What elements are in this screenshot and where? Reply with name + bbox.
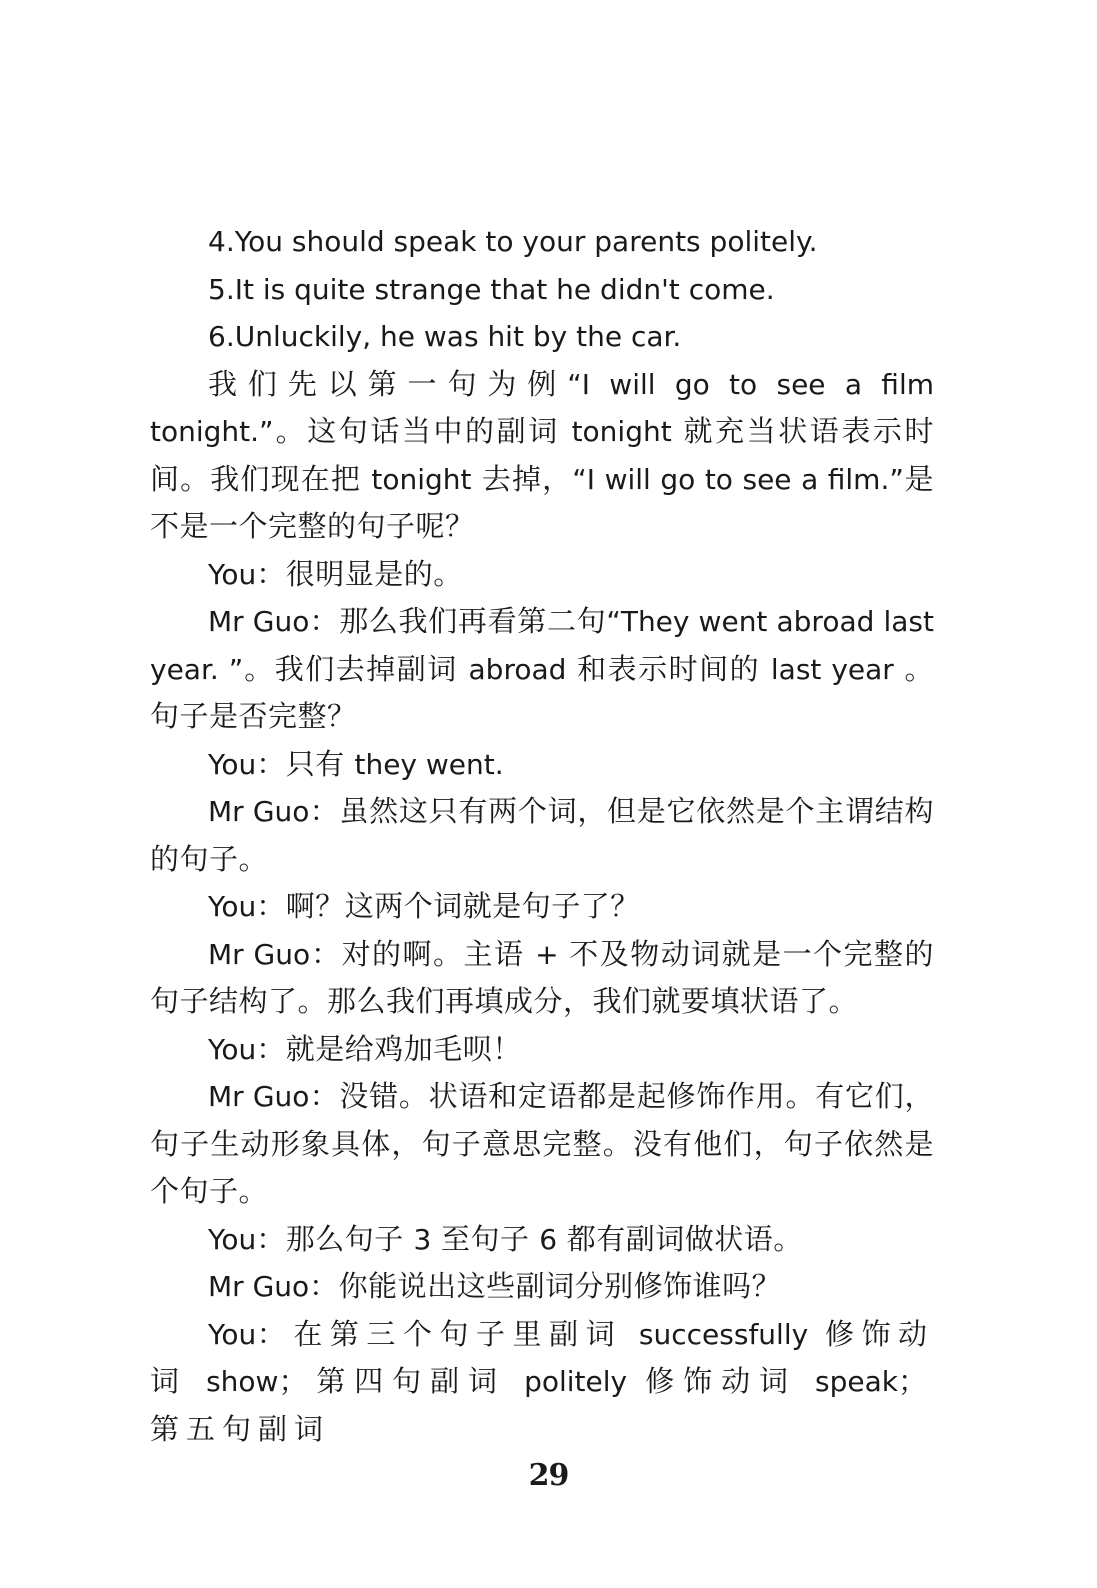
speaker-label: Mr Guo	[208, 1270, 310, 1303]
english-text: tonight	[371, 462, 472, 496]
chinese-text: 和表示时间的	[566, 651, 771, 686]
speaker-label: Mr Guo	[208, 937, 311, 971]
english-text: “They went abroad last year. ”	[150, 605, 934, 686]
dialogue-paragraph	[150, 1026, 934, 1074]
chinese-text: ：只有	[256, 746, 355, 781]
english-text: politely	[524, 1365, 628, 1398]
english-text: last year	[770, 652, 894, 686]
english-text: 4.You should speak to your parents politely.	[208, 225, 818, 258]
page-body	[150, 218, 934, 1453]
english-text: +	[535, 937, 559, 971]
speaker-label: You	[208, 1032, 257, 1066]
chinese-text: 。我们去掉副词	[243, 651, 469, 686]
english-text: show	[206, 1365, 279, 1398]
text-paragraph	[150, 266, 934, 314]
dialogue-paragraph	[150, 551, 934, 599]
chinese-text: ：在第三个句子里副词	[256, 1316, 639, 1351]
english-text: successfully	[638, 1317, 809, 1351]
dialogue-paragraph	[150, 741, 934, 789]
dialogue-paragraph	[150, 1263, 934, 1311]
chinese-text: ：没错。状语和定语都是起修饰作用。有它们，句子生动形象具体，句子意思完整。没有他们，句子依然是个句子。	[150, 1079, 934, 1208]
speaker-label: You	[208, 1317, 257, 1351]
speaker-label: Mr Guo	[208, 605, 310, 638]
dialogue-paragraph	[150, 931, 934, 1026]
chinese-text: 。这句话当中的副词	[273, 414, 572, 448]
text-paragraph	[150, 361, 934, 551]
dialogue-paragraph	[150, 1216, 934, 1264]
text-paragraph	[150, 313, 934, 361]
speaker-label: You	[208, 1222, 257, 1256]
english-text: 5.It is quite strange that he didn't come.	[208, 272, 775, 306]
chinese-text: 去掉，	[471, 461, 573, 496]
dialogue-paragraph	[150, 598, 934, 741]
english-text: tonight	[571, 415, 672, 448]
english-text: abroad	[468, 652, 567, 686]
chinese-text: ；第四句副词	[278, 1364, 525, 1398]
chinese-text: 修饰动词	[150, 1316, 935, 1398]
page-number: 29	[528, 1458, 569, 1493]
chinese-text: ：那么我们再看第二句	[309, 604, 607, 638]
chinese-text: ：很明显是的。	[256, 556, 463, 591]
speaker-label: You	[208, 747, 257, 781]
speaker-label: Mr Guo	[208, 1080, 310, 1113]
chinese-text: 至句子	[431, 1221, 540, 1256]
chinese-text: 修饰动词	[627, 1364, 816, 1398]
english-text: they went.	[354, 747, 504, 781]
chinese-text: ：虽然这只有两个词，但是它依然是个主谓结构的句子。	[150, 794, 934, 876]
chinese-text: ：那么句子	[256, 1221, 414, 1256]
dialogue-paragraph	[150, 1311, 934, 1454]
chinese-text: 我们先以第一句为例	[208, 366, 568, 401]
speaker-label: You	[208, 557, 257, 591]
dialogue-paragraph	[150, 788, 934, 883]
chinese-text: 不及物动词就是一个完整的句子结构了。那么我们再填成分，我们就要填状语了。	[150, 936, 934, 1018]
english-text: 6.Unluckily, he was hit by the car.	[208, 320, 682, 353]
english-text: 6	[539, 1222, 558, 1256]
chinese-text: ：你能说出这些副词分别修饰谁吗？	[309, 1269, 782, 1303]
chinese-text: 是不是一个完整的句子呢？	[150, 461, 935, 543]
chinese-text: 就充当状语表示时间。我们现在把	[150, 414, 935, 496]
chinese-text: 都有副词做状语。	[557, 1221, 803, 1256]
english-text: 3	[413, 1222, 432, 1256]
dialogue-paragraph	[150, 1073, 934, 1216]
english-text: “I will go to see a film.”	[572, 462, 904, 496]
speaker-label: You	[208, 890, 257, 923]
chinese-text: ：啊？这两个词就是句子了？	[256, 889, 640, 923]
chinese-text: 。句子是否完整？	[150, 651, 935, 733]
chinese-text: ：对的啊。主语	[310, 936, 536, 971]
text-paragraph	[150, 218, 934, 266]
dialogue-paragraph	[150, 883, 934, 931]
chinese-text: ；第五句副词	[150, 1364, 935, 1446]
speaker-label: Mr Guo	[208, 795, 310, 828]
english-text: “I will go to see a film tonight.”	[150, 367, 934, 448]
chinese-text: ：就是给鸡加毛呗！	[256, 1031, 522, 1066]
english-text: speak	[815, 1365, 899, 1398]
